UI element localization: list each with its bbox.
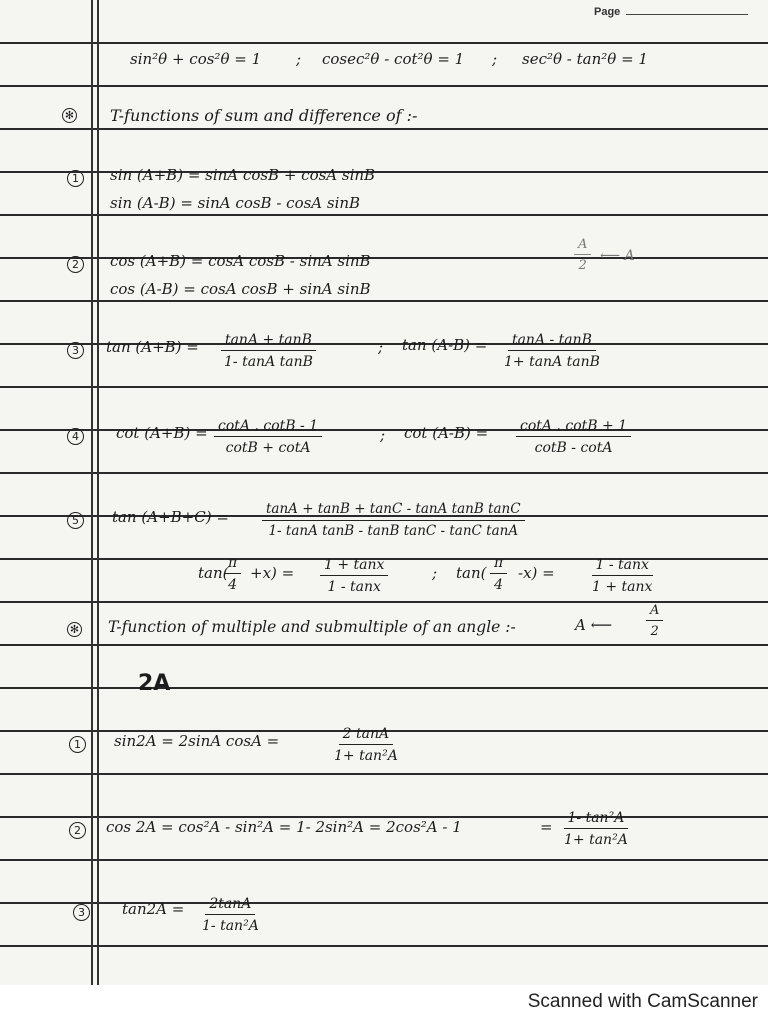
formula-sin-sum: sin (A+B) = sinA cosB + cosA sinB	[110, 166, 376, 184]
formula-sin-diff: sin (A-B) = sinA cosB - cosA sinB	[110, 194, 361, 212]
side-note-fraction: $\frac{A}{2}$	[574, 238, 591, 272]
formula-tan-pi4-minus-lhs-b: -x) =	[518, 564, 555, 582]
identity-3: sec²θ - tan²θ = 1	[522, 50, 648, 68]
margin-line	[97, 0, 99, 985]
formula-sin-2a-lhs: sin2A = 2sinA cosA =	[114, 732, 280, 750]
formula-tan-pi4-plus-fraction: $\frac{1 + \tan x}{1 - \tan x}$	[320, 558, 388, 594]
formula-cos-2a-fraction: $\frac{\text{1- tan²A}}{\text{1+ tan²A}}$	[564, 810, 628, 848]
identity-1: sin²θ + cos²θ = 1	[130, 50, 262, 68]
section-title-sum-difference: T-functions of sum and difference of :-	[110, 106, 418, 125]
formula-cos-2a-lhs: cos 2A = cos²A - sin²A = 1- 2sin²A = 2cos²A - 1	[106, 818, 462, 836]
formula-tan-2a-fraction: $\frac{2\tan A}{\text{1- tan²A}}$	[202, 896, 259, 934]
formula-sin-2a-fraction: $\frac{2 \tan A}{\text{1+ tan²A}}$	[334, 726, 398, 764]
formula-tan-diff-fraction: $\frac{\tan A - \tan B}{\text{1+ tanA tanB}}$	[504, 332, 600, 370]
item-number-1: 1	[67, 170, 84, 187]
formula-tan-diff-lhs: tan (A-B) =	[402, 336, 488, 354]
separator: ;	[380, 426, 386, 444]
formula-tan-triple-lhs: tan (A+B+C) =	[112, 508, 229, 526]
margin-line	[91, 0, 93, 985]
item-number-1: 1	[69, 736, 86, 753]
formula-tan-pi4-minus-fraction: $\frac{1 - \tan x}{1 + \tan x}$	[592, 557, 653, 595]
item-number-2: 2	[67, 256, 84, 273]
formula-tan-pi4-plus-lhs-a: tan(	[198, 564, 229, 582]
page-label: Page	[594, 6, 621, 18]
asterisk-bullet-icon: ✻	[62, 108, 77, 123]
formula-tan-pi4-minus-lhs-a: tan(	[456, 564, 487, 582]
formula-tan-2a-lhs: tan2A =	[122, 900, 185, 918]
big-label-2a: 2A	[138, 671, 171, 696]
formula-cot-sum-fraction: $\frac{\cot A . \cot B - 1}{\cot B + \cot A}$	[214, 419, 322, 455]
item-number-5: 5	[67, 512, 84, 529]
separator: ;	[492, 50, 498, 68]
formula-cot-sum-lhs: cot (A+B) =	[116, 424, 208, 442]
page-number-line	[626, 14, 748, 15]
item-number-3: 3	[73, 904, 90, 921]
item-number-2: 2	[69, 822, 86, 839]
formula-cot-diff-lhs: cot (A-B) =	[404, 424, 489, 442]
scanner-footer	[0, 985, 768, 1024]
pi-over-4: $\frac{\pi}{4}$	[224, 556, 241, 592]
formula-cos-sum: cos (A+B) = cosA cosB - sinA sinB	[110, 252, 371, 270]
formula-cot-diff-fraction: $\frac{\cot A . \cot B + 1}{\cot B - \cot A}$	[516, 419, 631, 455]
formula-tan-sum-lhs: tan (A+B) =	[106, 338, 199, 356]
equals-sign: =	[540, 818, 553, 836]
formula-tan-pi4-plus-lhs-b: +x) =	[250, 564, 295, 582]
separator: ;	[378, 338, 384, 356]
separator: ;	[296, 50, 302, 68]
identity-2: cosec²θ - cot²θ = 1	[322, 50, 465, 68]
section-arrow-fraction: $\frac{A}{2}$	[646, 604, 663, 638]
formula-tan-triple-fraction: $\frac{\text{tanA + tanB + tanC - tanA tanB tanC}}{\text{1- tanA tanB - tanB tanC - tanC tanA}}$	[262, 503, 525, 538]
item-number-4: 4	[67, 428, 84, 445]
section-arrow-note: A ⟵	[575, 616, 613, 634]
formula-tan-sum-fraction: $\frac{\tan A + \tan B}{\text{1- tanA tanB}}$	[220, 333, 317, 369]
item-number-3: 3	[67, 342, 84, 359]
side-note-arrow: ⟵ A	[600, 248, 635, 264]
pi-over-4: $\frac{\pi}{4}$	[490, 556, 507, 592]
section-title-multiple-angle: T-function of multiple and submultiple of an angle :-	[108, 618, 516, 636]
formula-cos-diff: cos (A-B) = cosA cosB + sinA sinB	[110, 280, 371, 298]
camscanner-watermark: Scanned with CamScanner	[527, 991, 758, 1012]
separator: ;	[432, 564, 438, 582]
asterisk-bullet-icon: ✻	[67, 622, 82, 637]
